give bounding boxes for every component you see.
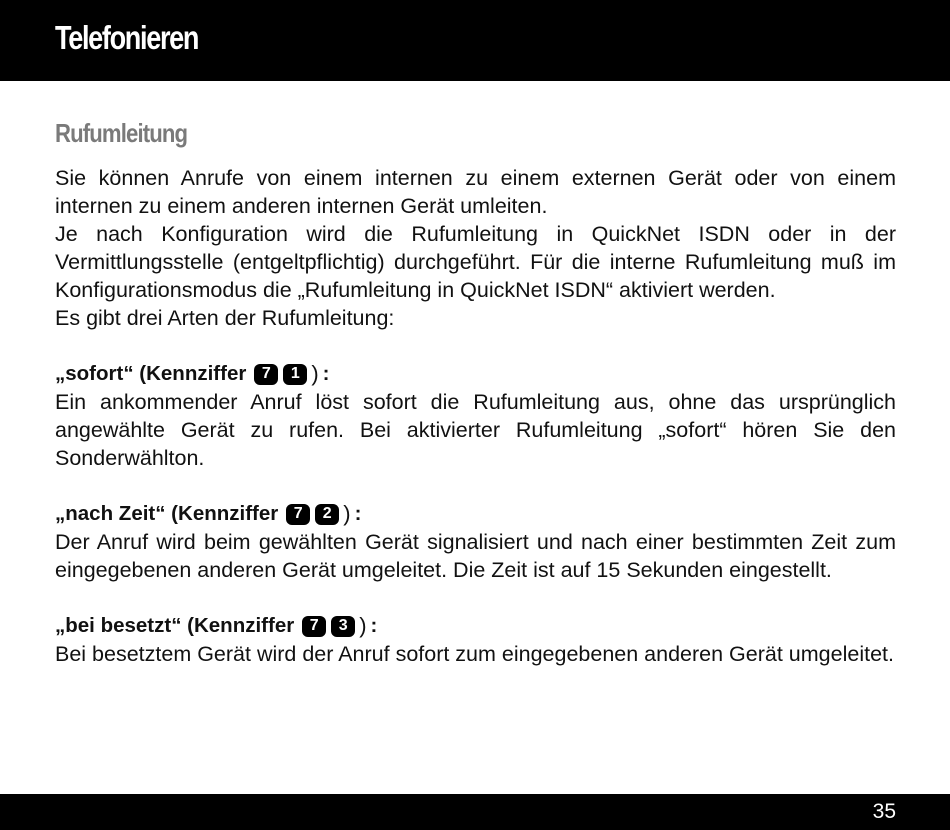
closing-parenthesis: ) [343,501,351,526]
key-2-icon: 2 [315,504,339,525]
closing-parenthesis: ) [359,613,367,638]
mode-heading [55,500,896,528]
intro-paragraph: Sie können Anrufe von einem internen zu einem externen Gerät oder von einem internen zu einem anderen internen Gerät umleiten. [55,166,896,218]
intro-paragraph: Je nach Konfiguration wird die Rufumleitung in QuickNet ISDN oder in der Vermittlungsstelle (entgeltpflichtig) durchgeführt. Für die interne Rufumleitung muß im Konfigurationsmodus die „Rufumleitung in QuickNet ISDN“ aktiviert werden. [55,222,896,302]
footer-bar [0,794,950,830]
key-7-icon: 7 [286,504,310,525]
mode-description: Ein ankommender Anruf löst sofort die Rufumleitung aus, ohne das ursprünglich angewählte Gerät zu rufen. Bei aktivierter Rufumleitung „sofort“ hören Sie den Sonderwählton. [55,390,896,470]
heading-colon: : [322,362,330,385]
mode-nach-zeit [55,500,896,584]
mode-heading-label: „nach Zeit“ (Kennziffer [55,502,279,525]
mode-bei-besetzt [55,612,896,668]
section-title: Rufumleitung [55,118,188,148]
mode-heading-label: „sofort“ (Kennziffer [55,362,247,385]
key-3-icon: 3 [331,616,355,637]
intro-paragraph: Es gibt drei Arten der Rufumleitung: [55,306,395,330]
page-title: Telefonieren [55,19,199,56]
header-bar [0,0,950,81]
mode-heading [55,612,896,640]
mode-description: Bei besetztem Gerät wird der Anruf sofort zum eingegebenen anderen Gerät umgeleitet. [55,642,894,666]
mode-description: Der Anruf wird beim gewählten Gerät signalisiert und nach einer bestimmten Zeit zum eingegebenen anderen Gerät umgeleitet. Die Zeit ist auf 15 Sekunden eingestellt. [55,530,896,582]
mode-sofort [55,360,896,472]
page-number: 35 [872,800,896,823]
main-content [55,116,896,696]
key-1-icon: 1 [283,364,307,385]
closing-parenthesis: ) [311,361,319,386]
mode-heading [55,360,896,388]
intro-block [55,164,896,332]
heading-colon: : [354,502,362,525]
mode-heading-label: „bei besetzt“ (Kennziffer [55,614,295,637]
key-7-icon: 7 [302,616,326,637]
key-7-icon: 7 [254,364,278,385]
heading-colon: : [370,614,378,637]
